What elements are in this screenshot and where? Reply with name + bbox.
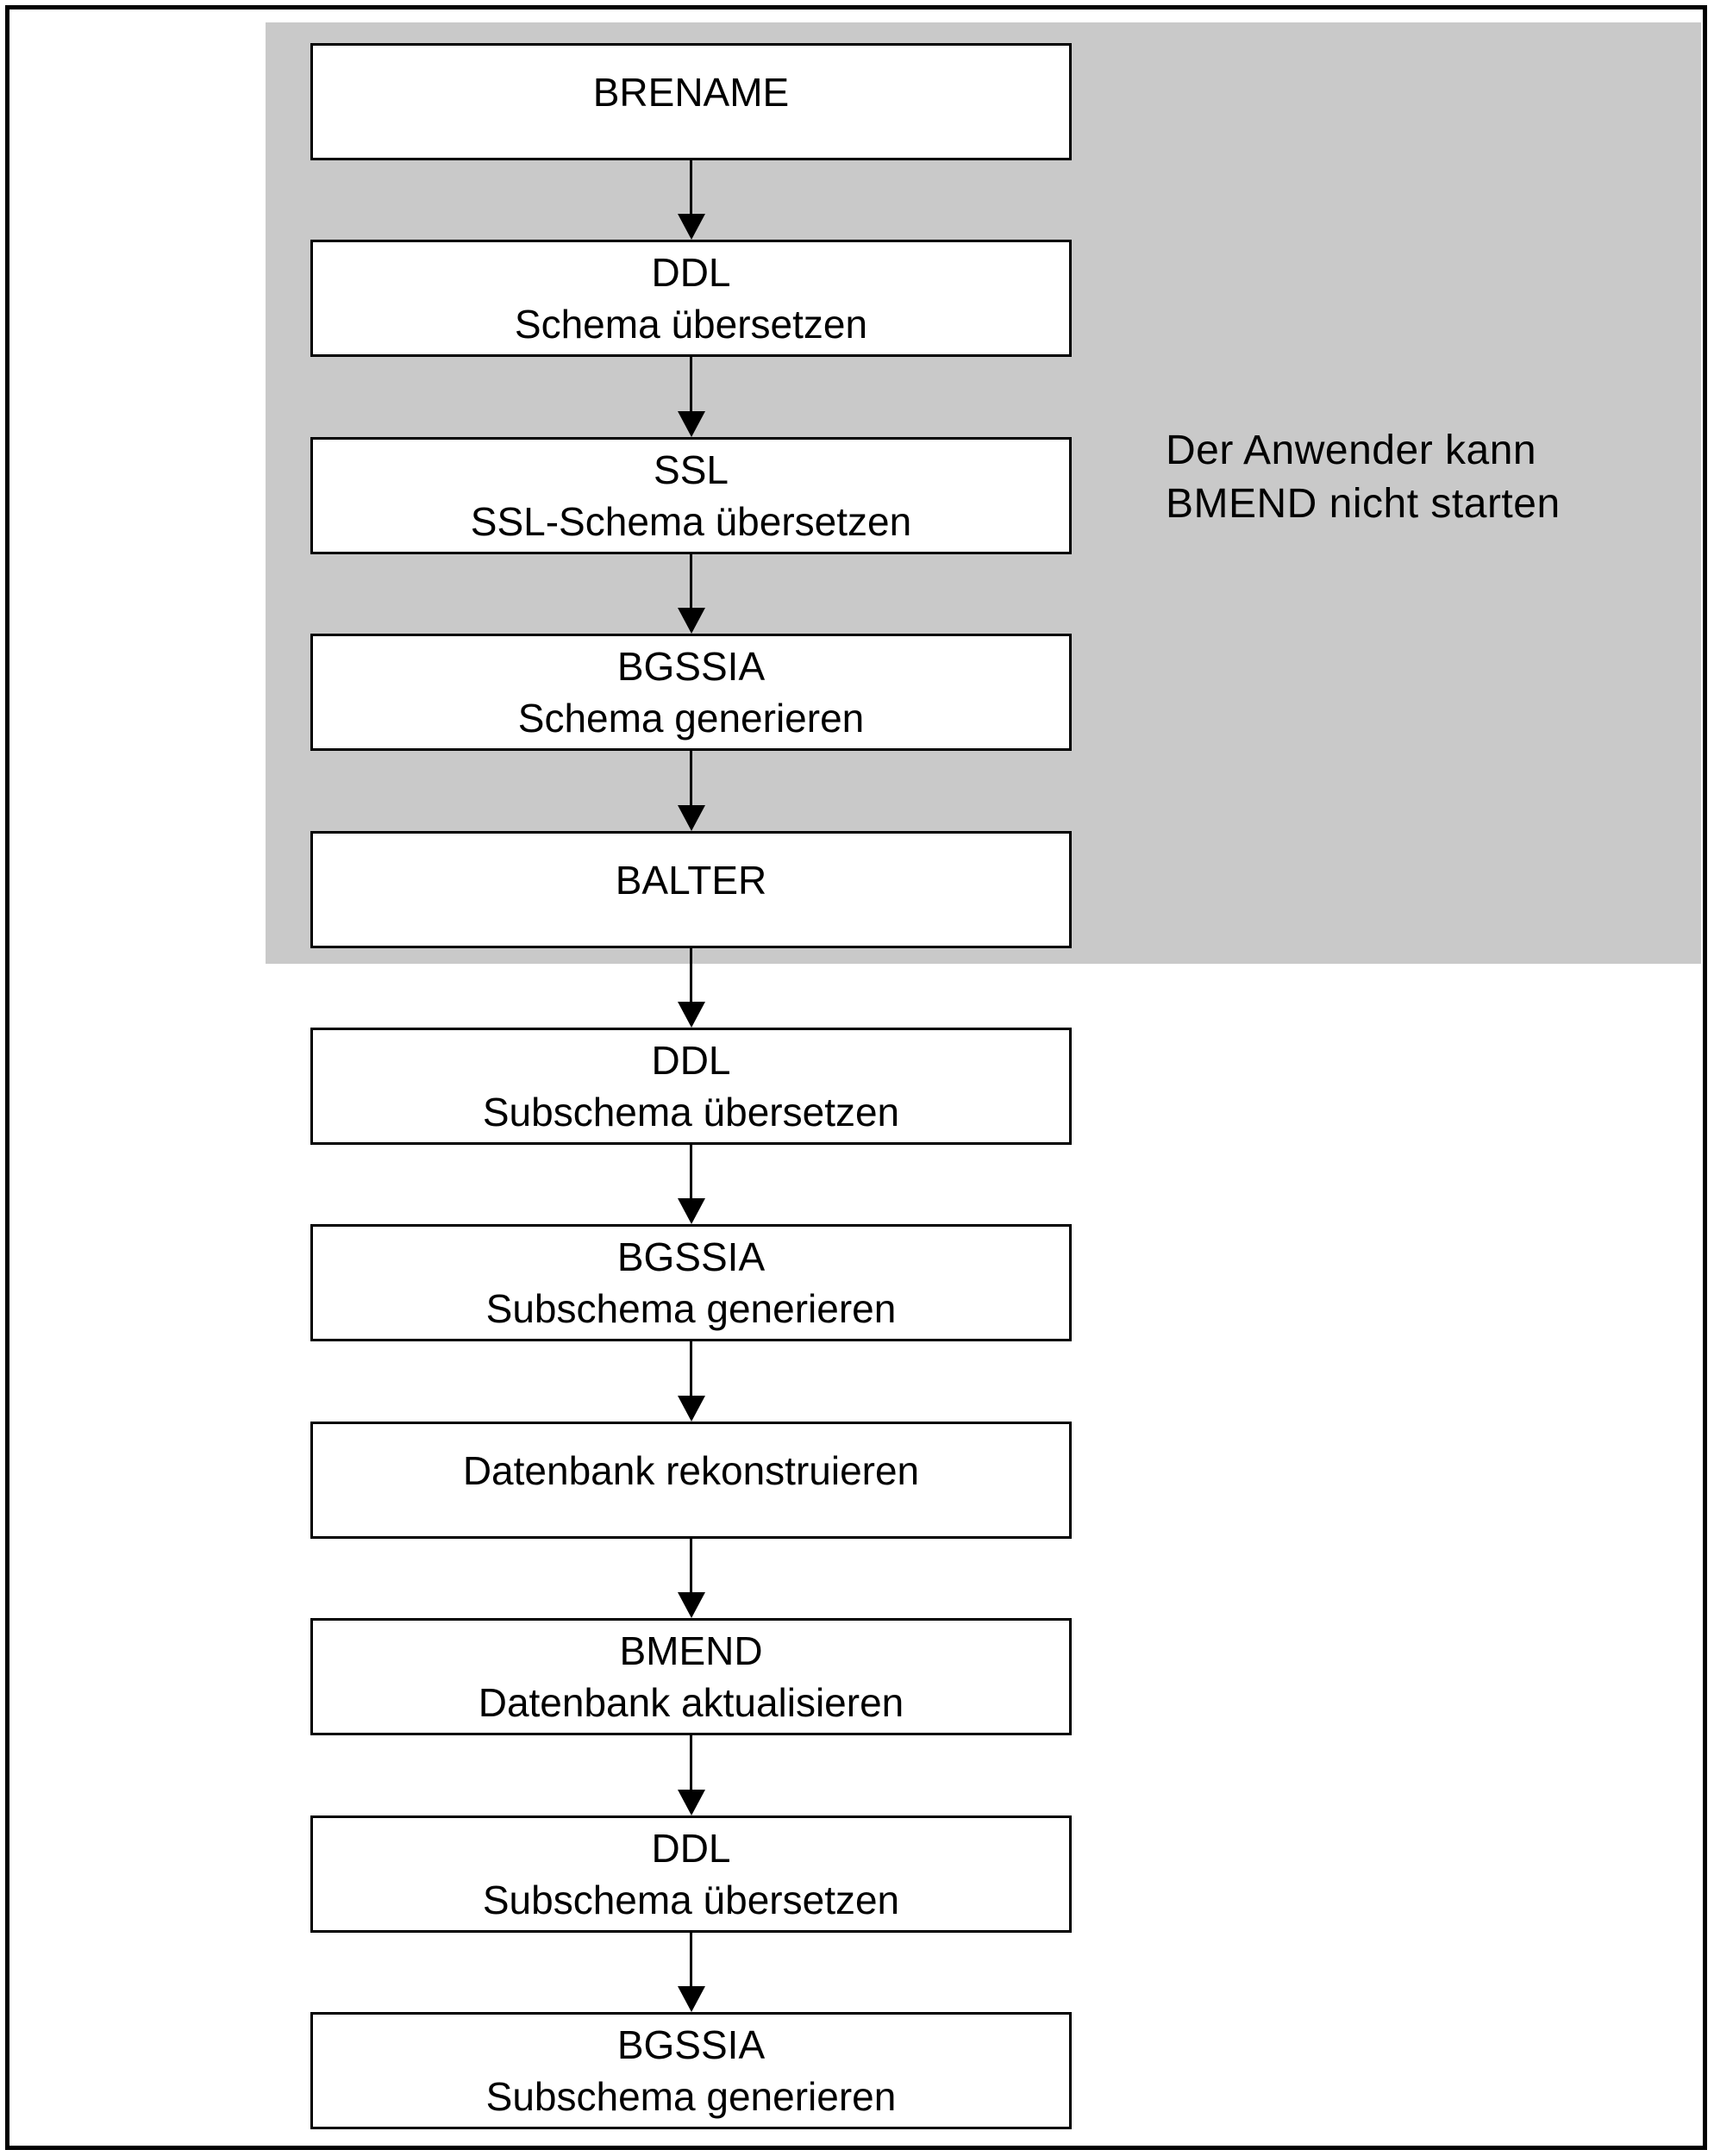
- box-title: SSL: [654, 447, 729, 492]
- flow-arrow-down-icon: [677, 1539, 705, 1618]
- flow-box-bgssia-subschema-generieren-1: [310, 1224, 1072, 1341]
- box-title: BGSSIA: [616, 1234, 766, 1280]
- flow-box-ddl-subschema-uebersetzen-1: [310, 1028, 1072, 1145]
- box-title: BGSSIA: [616, 644, 766, 690]
- arrow-head-icon: [678, 1790, 705, 1815]
- arrow-head-icon: [678, 1002, 705, 1028]
- box-subtitle: Subschema generieren: [485, 2074, 897, 2119]
- box-title: BALTER: [615, 857, 767, 903]
- arrow-stem: [690, 1145, 692, 1198]
- box-title: DDL: [651, 1825, 731, 1871]
- arrow-stem: [690, 1735, 692, 1789]
- flow-box-datenbank-rekonstruieren: [310, 1422, 1072, 1539]
- box-title: BRENAME: [592, 70, 790, 115]
- flow-box-balter: [310, 831, 1072, 948]
- arrow-stem: [690, 1933, 692, 1986]
- arrow-head-icon: [678, 214, 705, 240]
- arrow-stem: [690, 554, 692, 608]
- arrow-stem: [690, 357, 692, 410]
- flow-arrow-down-icon: [677, 751, 705, 830]
- arrow-stem: [690, 1341, 692, 1395]
- flow-arrow-down-icon: [677, 357, 705, 436]
- arrow-head-icon: [678, 608, 705, 634]
- flow-box-ddl-schema-uebersetzen: [310, 240, 1072, 357]
- flow-box-ssl-schema-uebersetzen: [310, 437, 1072, 554]
- box-title: BMEND: [619, 1628, 763, 1674]
- arrow-head-icon: [678, 411, 705, 437]
- annotation-line-2: BMEND nicht starten: [1166, 481, 1561, 527]
- box-subtitle: Subschema übersetzen: [482, 1090, 900, 1134]
- arrow-stem: [690, 1539, 692, 1592]
- flow-arrow-down-icon: [677, 948, 705, 1028]
- box-subtitle: Subschema übersetzen: [482, 1877, 900, 1922]
- flow-box-bmend-datenbank-aktualisieren: [310, 1618, 1072, 1735]
- box-subtitle: Subschema generieren: [485, 1286, 897, 1332]
- flow-box-bgssia-subschema-generieren-2: [310, 2012, 1072, 2129]
- arrow-stem: [690, 160, 692, 214]
- box-subtitle: Schema generieren: [517, 696, 865, 741]
- flow-box-brename: [310, 43, 1072, 160]
- box-subtitle: Schema übersetzen: [514, 302, 868, 347]
- box-title: BGSSIA: [616, 2022, 766, 2067]
- arrow-head-icon: [678, 1198, 705, 1224]
- annotation-note: [1166, 424, 1561, 531]
- arrow-head-icon: [678, 805, 705, 831]
- box-title: DDL: [651, 1038, 731, 1083]
- flow-arrow-down-icon: [677, 160, 705, 240]
- flow-box-ddl-subschema-uebersetzen-2: [310, 1815, 1072, 1933]
- arrow-head-icon: [678, 1592, 705, 1618]
- arrow-stem: [690, 948, 692, 1002]
- box-subtitle: Datenbank aktualisieren: [478, 1680, 904, 1726]
- arrow-head-icon: [678, 1396, 705, 1422]
- flow-arrow-down-icon: [677, 1933, 705, 2012]
- box-title: DDL: [651, 250, 731, 296]
- flow-arrow-down-icon: [677, 1735, 705, 1815]
- box-subtitle: SSL-Schema übersetzen: [470, 498, 912, 544]
- arrow-stem: [690, 751, 692, 804]
- flow-arrow-down-icon: [677, 1341, 705, 1421]
- annotation-line-1: Der Anwender kann: [1166, 428, 1537, 473]
- flow-box-bgssia-schema-generieren: [310, 634, 1072, 751]
- flow-arrow-down-icon: [677, 1145, 705, 1224]
- box-title: Datenbank rekonstruieren: [462, 1447, 920, 1493]
- arrow-head-icon: [678, 1986, 705, 2012]
- flow-arrow-down-icon: [677, 554, 705, 634]
